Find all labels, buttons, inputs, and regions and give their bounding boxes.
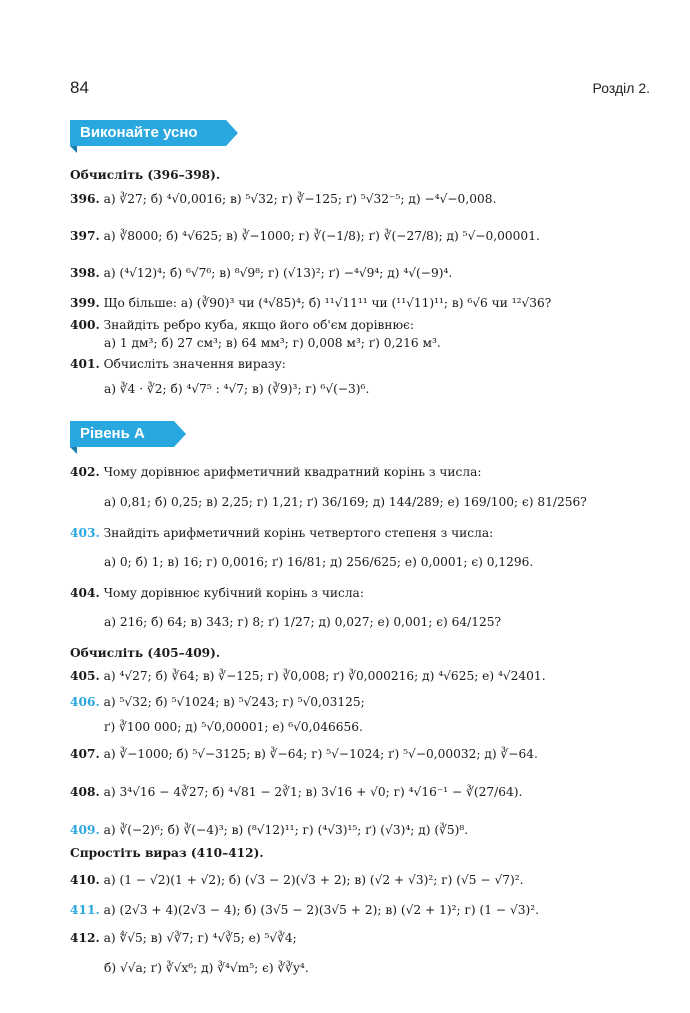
exercise-398 [70, 265, 654, 282]
exercise-404 [70, 585, 654, 602]
exercise-text: а) (2√3 + 4)(2√3 − 4); б) (3√5 − 2)(3√5 + 2); в) (√2 + 1)²; г) (1 − √3)². [103, 903, 539, 917]
exercise-405 [70, 668, 654, 685]
exercise-403 [70, 525, 654, 542]
exercise-number: 396. [70, 192, 100, 206]
exercise-409 [70, 822, 654, 839]
exercise-402-items: а) 0,81; б) 0,25; в) 2,25; г) 1,21; ґ) 36/169; д) 144/289; е) 169/100; є) 81/256? [104, 495, 587, 509]
exercise-text: а) ⁵√32; б) ⁵√1024; в) ⁵√243; г) ⁵√0,03125; [103, 695, 365, 709]
intro-396-398: Обчисліть (396–398). [70, 168, 221, 182]
exercise-396 [70, 191, 654, 208]
exercise-number: 412. [70, 931, 100, 945]
exercise-407 [70, 746, 654, 763]
page-number: 84 [70, 78, 89, 97]
exercise-number: 405. [70, 669, 100, 683]
banner-level-a: Рівень А [70, 421, 174, 447]
exercise-number: 401. [70, 357, 100, 371]
exercise-402 [70, 464, 654, 481]
chapter-label: Розділ 2. [592, 80, 650, 96]
exercise-412 [70, 930, 654, 947]
exercise-number: 400. [70, 318, 100, 332]
exercise-text: Чому дорівнює кубічний корінь з числа: [103, 586, 364, 600]
exercise-410 [70, 872, 654, 889]
exercise-text: Що більше: а) (∛90)³ чи (⁴√85)⁴; б) ¹¹√11¹¹ чи (¹¹√11)¹¹; в) ⁶√6 чи ¹²√36? [103, 296, 552, 310]
exercise-text: а) (1 − √2)(1 + √2); б) (√3 − 2)(√3 + 2); в) (√2 + √3)²; г) (√5 − √7)². [103, 873, 524, 887]
exercise-number: 408. [70, 785, 100, 799]
intro-405-409: Обчисліть (405–409). [70, 646, 221, 660]
exercise-406 [70, 694, 654, 711]
exercise-401 [70, 356, 654, 373]
exercise-text: а) ∜√5; в) √∛7; г) ⁴√∛5; е) ⁵√∛4; [103, 931, 297, 945]
exercise-text: Чому дорівнює арифметичний квадратний корінь з числа: [103, 465, 482, 479]
exercise-401-items: а) ∛4 · ∛2; б) ⁴√7⁵ : ⁴√7; в) (∛9)³; г) ⁶√(−3)⁶. [104, 382, 370, 396]
exercise-406-items: ґ) ∛100 000; д) ⁵√0,00001; е) ⁶√0,046656. [104, 720, 363, 734]
exercise-number: 407. [70, 747, 100, 761]
exercise-text: а) ∛(−2)⁶; б) ∛(−4)³; в) (⁸√12)¹¹; г) (⁴√3)¹⁵; ґ) (√3)⁴; д) (∛5)⁸. [103, 823, 469, 837]
exercise-number: 404. [70, 586, 100, 600]
exercise-number: 403. [70, 526, 100, 540]
exercise-404-items: а) 216; б) 64; в) 343; г) 8; ґ) 1/27; д) 0,027; е) 0,001; є) 64/125? [104, 615, 502, 629]
exercise-400 [70, 317, 654, 334]
exercise-text: а) 3⁴√16 − 4∛27; б) ⁴√81 − 2∛1; в) 3√16 + √0; г) ⁴√16⁻¹ − ∛(27/64). [103, 785, 523, 799]
exercise-text: а) ∛27; б) ⁴√0,0016; в) ⁵√32; г) ∛−125; ґ) ⁵√32⁻⁵; д) −⁴√−0,008. [103, 192, 497, 206]
exercise-number: 411. [70, 903, 100, 917]
exercise-400-items: а) 1 дм³; б) 27 см³; в) 64 мм³; г) 0,008 м³; ґ) 0,216 м³. [104, 336, 441, 350]
exercise-number: 410. [70, 873, 100, 887]
exercise-number: 402. [70, 465, 100, 479]
exercise-408 [70, 784, 654, 801]
exercise-number: 397. [70, 229, 100, 243]
exercise-397 [70, 228, 654, 245]
exercise-number: 398. [70, 266, 100, 280]
exercise-text: а) ∛8000; б) ⁴√625; в) ∛−1000; г) ∛(−1/8); ґ) ∛(−27/8); д) ⁵√−0,00001. [103, 229, 540, 243]
exercise-text: Знайдіть ребро куба, якщо його об'єм дорівнює: [103, 318, 415, 332]
exercise-411 [70, 902, 654, 919]
exercise-412-items: б) √√a; ґ) ∛√x⁶; д) ∛⁴√m⁵; є) ∛∛y⁴. [104, 961, 309, 975]
banner-oral: Виконайте усно [70, 120, 226, 146]
exercise-399 [70, 295, 654, 312]
exercise-text: а) ⁴√27; б) ∛64; в) ∛−125; г) ∛0,008; ґ) ∛0,000216; д) ⁴√625; е) ⁴√2401. [103, 669, 546, 683]
intro-410-412: Спростіть вираз (410–412). [70, 846, 264, 860]
exercise-text: Обчисліть значення виразу: [103, 357, 286, 371]
exercise-number: 409. [70, 823, 100, 837]
exercise-number: 406. [70, 695, 100, 709]
exercise-number: 399. [70, 296, 100, 310]
exercise-text: а) (⁴√12)⁴; б) ⁶√7⁶; в) ⁸√9⁸; г) (√13)²; ґ) −⁴√9⁴; д) ⁴√(−9)⁴. [103, 266, 453, 280]
exercise-text: а) ∛−1000; б) ⁵√−3125; в) ∛−64; г) ⁵√−1024; ґ) ⁵√−0,00032; д) ∛−64. [103, 747, 538, 761]
exercise-text: Знайдіть арифметичний корінь четвертого степеня з числа: [103, 526, 494, 540]
exercise-403-items: а) 0; б) 1; в) 16; г) 0,0016; ґ) 16/81; д) 256/625; е) 0,0001; є) 0,1296. [104, 555, 534, 569]
